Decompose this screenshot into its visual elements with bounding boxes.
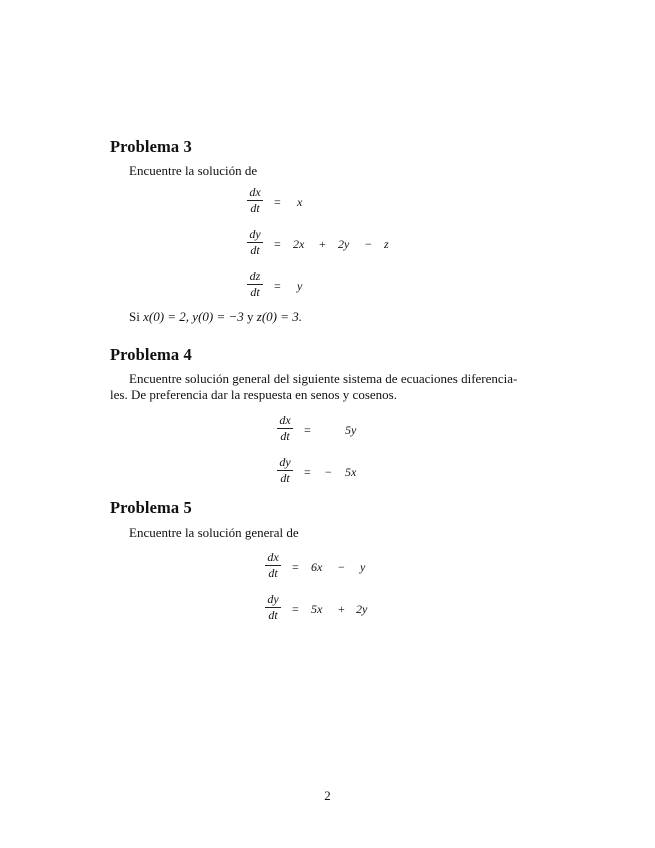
denominator: dt: [250, 285, 260, 299]
numerator: dy: [267, 592, 279, 606]
operator: −: [365, 237, 372, 251]
operator: −: [338, 560, 345, 574]
fraction: [247, 270, 263, 299]
problem-5-heading: Problema 5: [110, 498, 192, 517]
numerator: dy: [249, 227, 261, 241]
problem-3-intro: Encuentre la solución de: [129, 163, 258, 178]
minus-sign: −: [325, 465, 332, 479]
term: 2y: [356, 602, 368, 616]
equation-dx-dt: [247, 186, 407, 216]
term: x: [297, 195, 303, 209]
term: 2y: [338, 237, 350, 251]
initial-conditions: [129, 309, 302, 325]
numerator: dx: [249, 185, 261, 199]
operator: +: [319, 237, 326, 251]
fraction: [277, 456, 293, 485]
equals-sign: =: [304, 465, 311, 479]
equation-dx-dt: [277, 414, 387, 444]
problem-4-heading: Problema 4: [110, 345, 192, 364]
equation-dy-dt: [247, 228, 407, 258]
denominator: dt: [268, 566, 278, 580]
equation-dy-dt: [265, 593, 385, 623]
term: z: [384, 237, 389, 251]
denominator: dt: [250, 243, 260, 257]
term: 5y: [345, 423, 357, 437]
denominator: dt: [250, 201, 260, 215]
fraction: [265, 593, 281, 622]
problem-4-intro-line-2: les. De preferencia dar la respuesta en senos y cosenos.: [110, 387, 397, 402]
condition-y0: y(0) = −3: [192, 309, 244, 324]
condition-x0: x(0) = 2,: [143, 309, 190, 324]
denominator: dt: [268, 608, 278, 622]
denominator: dt: [280, 429, 290, 443]
fraction: [277, 414, 293, 443]
equals-sign: =: [292, 602, 299, 616]
term: 2x: [293, 237, 305, 251]
condition-z0: z(0) = 3.: [256, 309, 303, 324]
fraction: [247, 186, 263, 215]
equation-dz-dt: [247, 270, 407, 300]
operator: +: [338, 602, 345, 616]
term: y: [297, 279, 303, 293]
denominator: dt: [280, 471, 290, 485]
equals-sign: =: [274, 279, 281, 293]
problem-4-intro-line-1: Encuentre solución general del siguiente sistema de ecuaciones diferencia-: [129, 371, 518, 386]
equals-sign: =: [274, 237, 281, 251]
equals-sign: =: [274, 195, 281, 209]
numerator: dx: [267, 550, 279, 564]
fraction: [265, 551, 281, 580]
equals-sign: =: [304, 423, 311, 437]
term: y: [360, 560, 366, 574]
term: 5x: [311, 602, 323, 616]
conditions-y-word: y: [247, 309, 254, 324]
term: 5x: [345, 465, 357, 479]
numerator: dy: [279, 455, 291, 469]
numerator: dz: [249, 269, 261, 283]
conditions-si: Si: [129, 309, 140, 324]
problem-3-heading: Problema 3: [110, 137, 192, 156]
term: 6x: [311, 560, 323, 574]
numerator: dx: [279, 413, 291, 427]
equation-dy-dt: [277, 456, 387, 486]
equation-dx-dt: [265, 551, 385, 581]
fraction: [247, 228, 263, 257]
page-number: 2: [324, 788, 331, 803]
problem-5-intro: Encuentre la solución general de: [129, 525, 299, 540]
equals-sign: =: [292, 560, 299, 574]
